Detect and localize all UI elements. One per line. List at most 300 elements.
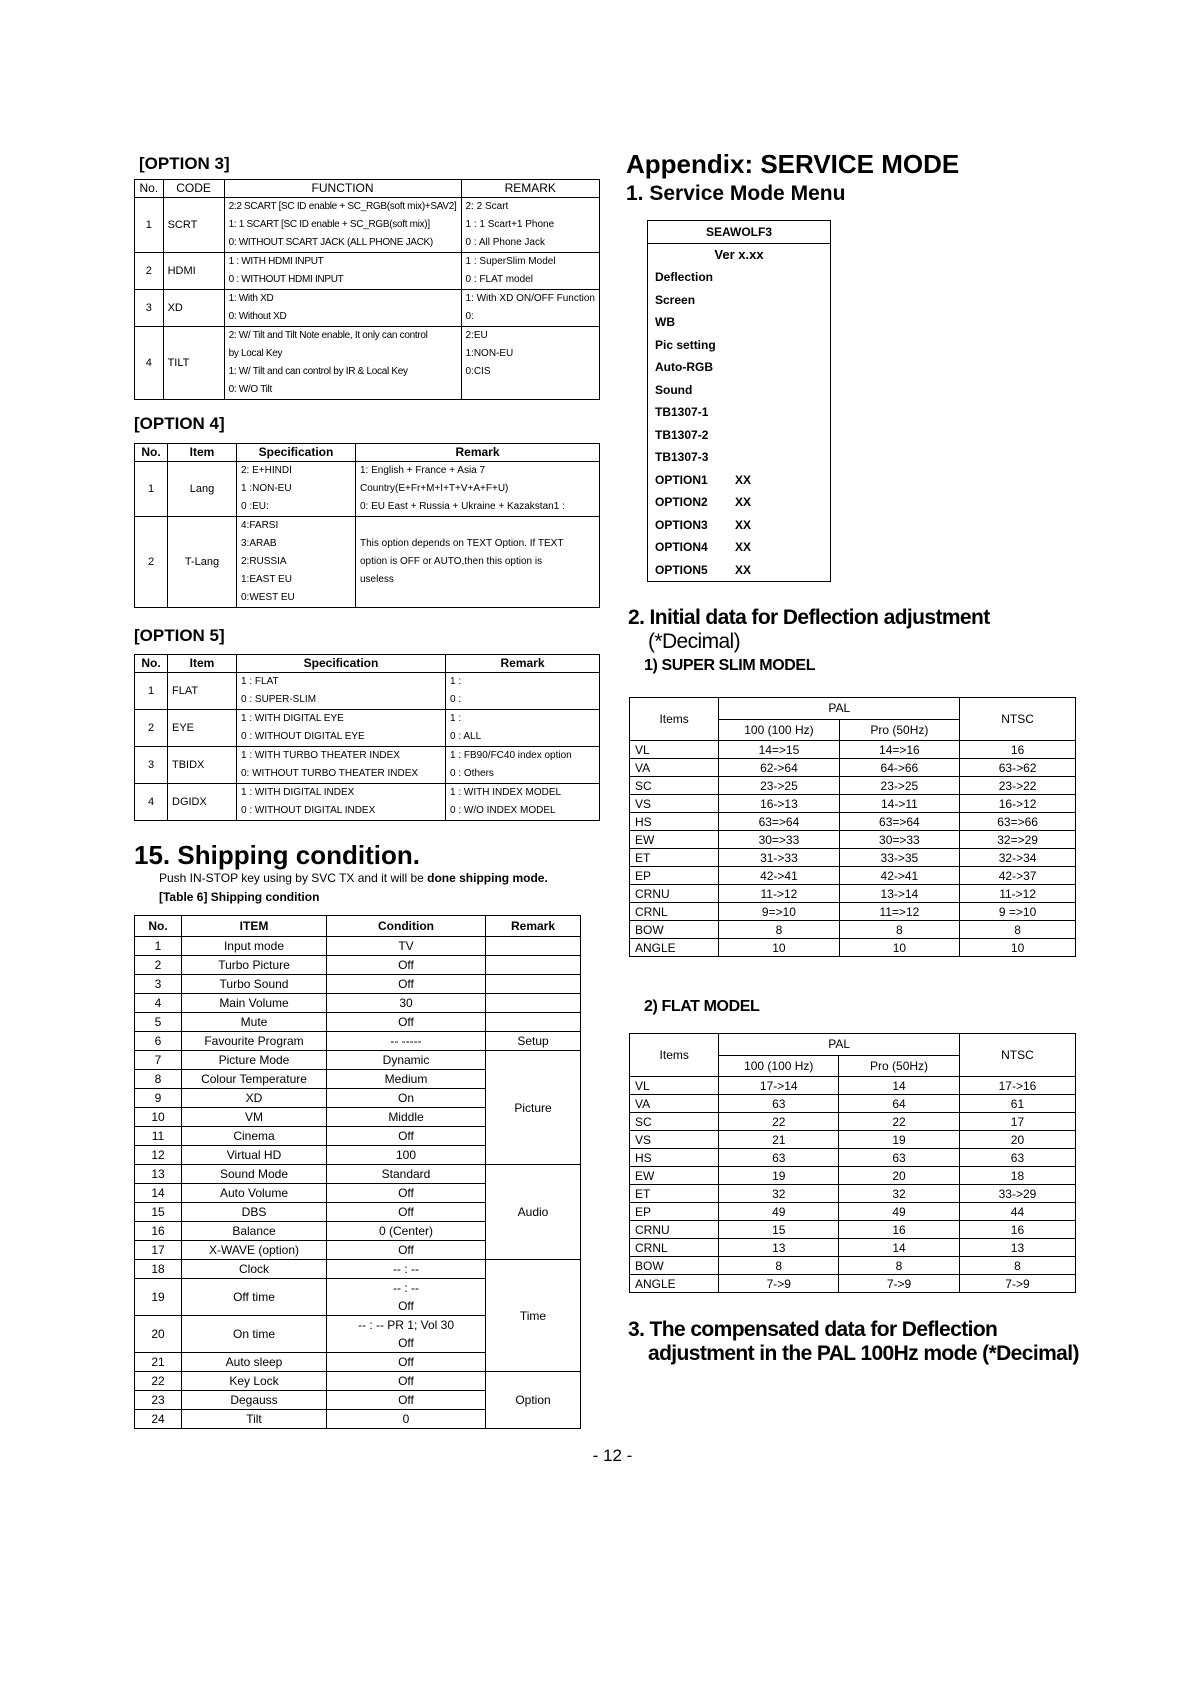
row-value: 63=>66 — [960, 813, 1076, 831]
row-value: 63->62 — [960, 759, 1076, 777]
table-row — [630, 1257, 1076, 1275]
row-item: VL — [630, 1077, 719, 1095]
row-value: 64->66 — [839, 759, 960, 777]
row-no: 2 — [135, 517, 168, 608]
row-condition — [327, 1410, 486, 1429]
row-item: VM — [182, 1108, 327, 1127]
row-value: 42->37 — [960, 867, 1076, 885]
row-value: 10 — [960, 939, 1076, 957]
condition-line: 100 — [395, 1148, 417, 1162]
row-spec — [237, 747, 446, 784]
menu-item — [648, 401, 830, 424]
table-row — [630, 1239, 1076, 1257]
row-value: 8 — [719, 921, 839, 939]
row-value: 23->22 — [960, 777, 1076, 795]
cell-line: 0:CIS — [465, 366, 491, 377]
row-no: 16 — [135, 1222, 182, 1241]
menu-item — [648, 379, 830, 402]
decimal-note: (*Decimal) — [648, 630, 741, 653]
row-condition — [327, 956, 486, 975]
menu-item-value: XX — [735, 517, 752, 532]
service-menu-heading: 1. Service Mode Menu — [626, 182, 846, 205]
row-item: Lang — [168, 462, 237, 517]
condition-line: Dynamic — [382, 1053, 430, 1067]
row-value: 17->14 — [719, 1077, 839, 1095]
compensated-heading-2: adjustment in the PAL 100Hz mode (*Decimal) — [648, 1342, 1079, 1365]
menu-item — [648, 491, 830, 514]
row-value: 16 — [959, 1221, 1075, 1239]
page-number: - 12 - — [592, 1446, 633, 1465]
menu-item-label: TB1307-2 — [655, 427, 709, 442]
col-header: Item — [168, 444, 237, 462]
cell-line: 0 : FLAT model — [465, 274, 533, 285]
row-value: 16 — [960, 741, 1076, 759]
col-header: Remark — [356, 444, 600, 462]
row-remark — [461, 290, 600, 327]
row-value: 11->12 — [719, 885, 839, 903]
row-item: VA — [630, 1095, 719, 1113]
row-value: 49 — [839, 1203, 960, 1221]
condition-line: -- : -- — [393, 1281, 419, 1295]
cell-line: 0 : WITHOUT HDMI INPUT — [228, 274, 344, 285]
row-item: Off time — [182, 1279, 327, 1316]
cell-line: 1 : WITH DIGITAL INDEX — [241, 787, 355, 798]
condition-line: Off — [398, 1015, 414, 1029]
table-row — [135, 462, 600, 517]
row-value: 19 — [719, 1167, 839, 1185]
row-no: 7 — [135, 1051, 182, 1070]
hz100-header: 100 (100 Hz) — [719, 719, 839, 741]
cell-line: 0 : WITHOUT DIGITAL EYE — [241, 731, 365, 742]
condition-line: 0 (Center) — [378, 1224, 434, 1238]
menu-item — [648, 514, 830, 537]
row-value: 15 — [719, 1221, 839, 1239]
cell-line: 0: — [465, 311, 474, 322]
appendix-title: Appendix: SERVICE MODE — [626, 149, 960, 179]
row-value: 30=>33 — [839, 831, 960, 849]
flat-title: 2) FLAT MODEL — [644, 998, 760, 1015]
row-no: 1 — [135, 198, 164, 253]
option5-title: [OPTION 5] — [134, 626, 225, 645]
remark-time: Time — [486, 1260, 581, 1372]
super-slim-title: 1) SUPER SLIM MODEL — [644, 657, 816, 674]
menu-item-label: Auto-RGB — [655, 360, 713, 374]
row-value: 13->14 — [839, 885, 960, 903]
row-item: VA — [630, 759, 719, 777]
row-item: Mute — [182, 1013, 327, 1032]
condition-line: Off — [398, 1374, 414, 1388]
row-item: Cinema — [182, 1127, 327, 1146]
condition-line: -- : -- — [393, 1262, 419, 1276]
row-condition — [327, 1203, 486, 1222]
row-no: 21 — [135, 1353, 182, 1372]
row-remark — [486, 975, 581, 994]
row-item: Auto Volume — [182, 1184, 327, 1203]
menu-item-label: OPTION2 — [655, 495, 708, 509]
col-header: Remark — [486, 916, 581, 937]
table-row — [135, 1372, 581, 1391]
cell-line: 1 : SuperSlim Model — [465, 256, 556, 267]
row-item: Main Volume — [182, 994, 327, 1013]
menu-item-label: OPTION1 — [655, 472, 708, 487]
row-value: 8 — [839, 1257, 960, 1275]
table-row — [630, 831, 1076, 849]
col-header: FUNCTION — [224, 180, 461, 198]
pro-header: Pro (50Hz) — [839, 719, 960, 741]
row-item: Input mode — [182, 937, 327, 956]
row-value: 11=>12 — [839, 903, 960, 921]
shipping-desc-bold: done shipping mode. — [427, 871, 548, 885]
row-item: Picture Mode — [182, 1051, 327, 1070]
menu-item-label: OPTION4 — [655, 540, 708, 554]
table-row — [135, 1032, 581, 1051]
col-header: CODE — [163, 180, 224, 198]
row-condition — [327, 1089, 486, 1108]
condition-line: -- : -- PR 1; Vol 30 — [357, 1318, 455, 1332]
row-value: 30=>33 — [719, 831, 839, 849]
row-value: 14->11 — [839, 795, 960, 813]
menu-item — [648, 424, 830, 447]
row-value: 8 — [960, 921, 1076, 939]
row-no: 14 — [135, 1184, 182, 1203]
remark-option: Option — [486, 1372, 581, 1429]
row-item: Turbo Picture — [182, 956, 327, 975]
cell-line: 2: E+HINDI — [241, 465, 292, 476]
row-no: 2 — [135, 956, 182, 975]
option3-title: [OPTION 3] — [139, 154, 230, 173]
table-row — [135, 253, 600, 290]
row-remark — [486, 994, 581, 1013]
table-row — [135, 1013, 581, 1032]
menu-item-label: WB — [655, 315, 675, 329]
row-item: T-Lang — [168, 517, 237, 608]
row-value: 33->35 — [839, 849, 960, 867]
table-row — [630, 741, 1076, 759]
row-item: X-WAVE (option) — [182, 1241, 327, 1260]
row-value: 10 — [719, 939, 839, 957]
row-no: 1 — [135, 462, 168, 517]
cell-line: 1: English + France + Asia 7 — [360, 465, 486, 476]
table-row — [630, 1077, 1076, 1095]
table-row — [135, 994, 581, 1013]
row-no: 23 — [135, 1391, 182, 1410]
row-value: 10 — [839, 939, 960, 957]
row-value: 23->25 — [719, 777, 839, 795]
row-item: EYE — [168, 710, 237, 747]
row-item: HS — [630, 1149, 719, 1167]
row-item: Key Lock — [182, 1372, 327, 1391]
cell-line: by Local Key — [228, 348, 283, 359]
row-value: 13 — [959, 1239, 1075, 1257]
row-value: 63=>64 — [839, 813, 960, 831]
row-no: 5 — [135, 1013, 182, 1032]
row-item: Tilt — [182, 1410, 327, 1429]
ntsc-header: NTSC — [960, 698, 1076, 741]
cell-line: 0 : ALL — [450, 731, 482, 742]
menu-item — [648, 289, 830, 312]
row-remark — [461, 253, 600, 290]
row-no: 4 — [135, 784, 168, 821]
row-condition — [327, 1279, 486, 1316]
row-value: 7->9 — [959, 1275, 1075, 1293]
row-no: 13 — [135, 1165, 182, 1184]
row-value: 8 — [719, 1257, 839, 1275]
row-item: Favourite Program — [182, 1032, 327, 1051]
row-spec — [237, 517, 356, 608]
row-no: 9 — [135, 1089, 182, 1108]
condition-line: Off — [398, 1393, 414, 1407]
table-row — [630, 939, 1076, 957]
col-header: Remark — [446, 655, 600, 673]
row-value: 63 — [719, 1149, 839, 1167]
row-no: 3 — [135, 290, 164, 327]
row-condition — [327, 1108, 486, 1127]
row-item: Auto sleep — [182, 1353, 327, 1372]
cell-line: 0: EU East + Russia + Ukraine + Kazakstan1 : — [360, 501, 565, 512]
row-no: 18 — [135, 1260, 182, 1279]
condition-line: Off — [398, 1205, 414, 1219]
condition-line: Off — [398, 1299, 414, 1313]
menu-item-value: XX — [735, 540, 752, 554]
col-header: ITEM — [182, 916, 327, 937]
row-spec — [237, 784, 446, 821]
row-condition — [327, 937, 486, 956]
row-remark — [356, 462, 600, 517]
row-item: CRNU — [630, 885, 719, 903]
cell-line: 0 : Others — [450, 768, 494, 779]
row-value: 61 — [959, 1095, 1075, 1113]
table-row — [135, 784, 600, 821]
pal-header: PAL — [719, 698, 960, 720]
table-row — [630, 1185, 1076, 1203]
row-value: 62->64 — [719, 759, 839, 777]
row-spec — [237, 710, 446, 747]
table-row — [135, 975, 581, 994]
row-condition — [327, 1222, 486, 1241]
condition-line: Off — [398, 958, 414, 972]
row-code: TILT — [163, 327, 224, 400]
option3-table — [134, 179, 600, 400]
row-condition — [327, 1353, 486, 1372]
table-row — [135, 710, 600, 747]
condition-line: Standard — [381, 1167, 431, 1181]
menu-item-value: XX — [735, 495, 752, 509]
row-no: 3 — [135, 747, 168, 784]
row-item: CRNU — [630, 1221, 719, 1239]
table-row — [630, 813, 1076, 831]
remark-audio: Audio — [486, 1165, 581, 1260]
service-mode-menu — [647, 220, 831, 582]
cell-line: option is OFF or AUTO,then this option is — [360, 556, 543, 567]
table-row — [135, 747, 600, 784]
row-value: 9=>10 — [719, 903, 839, 921]
row-value: 13 — [719, 1239, 839, 1257]
row-function — [224, 198, 461, 253]
shipping-title: 15. Shipping condition. — [134, 840, 420, 870]
option5-table — [134, 654, 600, 821]
row-value: 16->13 — [719, 795, 839, 813]
cell-line: 1 : 1 Scart+1 Phone — [465, 219, 555, 230]
row-no: 1 — [135, 937, 182, 956]
table-row — [630, 1131, 1076, 1149]
col-header: Specification — [237, 444, 356, 462]
row-value: 17 — [959, 1113, 1075, 1131]
row-value: 44 — [959, 1203, 1075, 1221]
row-no: 2 — [135, 253, 164, 290]
shipping-description — [159, 871, 548, 885]
row-value: 63 — [719, 1095, 839, 1113]
option4-title: [OPTION 4] — [134, 414, 225, 433]
row-value: 20 — [959, 1131, 1075, 1149]
table-row — [135, 290, 600, 327]
row-code: HDMI — [163, 253, 224, 290]
row-remark — [446, 747, 600, 784]
row-condition — [327, 1051, 486, 1070]
col-header: REMARK — [461, 180, 600, 198]
col-header: No. — [135, 444, 168, 462]
row-remark — [461, 198, 600, 253]
row-condition — [327, 1032, 486, 1051]
row-condition — [327, 1372, 486, 1391]
cell-line: 1: W/ Tilt and can control by IR & Local Key — [228, 366, 408, 377]
row-item: Virtual HD — [182, 1146, 327, 1165]
row-no: 19 — [135, 1279, 182, 1316]
menu-item — [648, 536, 830, 559]
menu-item — [648, 469, 830, 492]
condition-line: Off — [398, 1186, 414, 1200]
row-no: 10 — [135, 1108, 182, 1127]
row-remark — [486, 937, 581, 956]
condition-line: Off — [398, 977, 414, 991]
row-item: XD — [182, 1089, 327, 1108]
row-item: VL — [630, 741, 719, 759]
row-condition — [327, 1391, 486, 1410]
cell-line: 2: W/ Tilt and Tilt Note enable, It only can control — [228, 330, 428, 341]
cell-line: 1 : WITH INDEX MODEL — [450, 787, 562, 798]
row-value: 14=>16 — [839, 741, 960, 759]
col-header: No. — [135, 180, 164, 198]
condition-line: 0 — [402, 1412, 410, 1426]
row-value: 23->25 — [839, 777, 960, 795]
cell-line: This option depends on TEXT Option. If TEXT — [360, 538, 564, 549]
row-condition — [327, 994, 486, 1013]
row-spec — [237, 462, 356, 517]
cell-line: 0 : — [450, 694, 462, 705]
compensated-heading-1: 3. The compensated data for Deflection — [628, 1318, 998, 1341]
condition-line: TV — [398, 939, 414, 953]
row-function — [224, 290, 461, 327]
table-row — [135, 327, 600, 400]
condition-line: On — [397, 1091, 414, 1105]
row-value: 16->12 — [960, 795, 1076, 813]
row-remark — [446, 673, 600, 710]
menu-version: Ver x.xx — [714, 247, 764, 262]
pro-header: Pro (50Hz) — [839, 1055, 960, 1077]
row-item: VS — [630, 1131, 719, 1149]
condition-line: Medium — [384, 1072, 428, 1086]
cell-line: 4:FARSI — [241, 520, 279, 531]
table-row — [135, 673, 600, 710]
condition-line: Off — [398, 1355, 414, 1369]
table-row — [135, 1051, 581, 1070]
cell-line: 1 : — [450, 676, 462, 687]
table-row — [630, 1095, 1076, 1113]
row-value: 14 — [839, 1077, 960, 1095]
row-condition — [327, 1013, 486, 1032]
row-value: 63 — [839, 1149, 960, 1167]
row-value: 42->41 — [839, 867, 960, 885]
row-condition — [327, 1184, 486, 1203]
row-remark — [446, 710, 600, 747]
row-code: XD — [163, 290, 224, 327]
row-item: Degauss — [182, 1391, 327, 1410]
row-condition — [327, 1127, 486, 1146]
row-no: 12 — [135, 1146, 182, 1165]
row-item: ANGLE — [630, 1275, 719, 1293]
row-no: 24 — [135, 1410, 182, 1429]
row-value: 17->16 — [959, 1077, 1075, 1095]
cell-line: 0 :EU: — [241, 501, 269, 512]
col-header: No. — [135, 916, 182, 937]
row-condition — [327, 1260, 486, 1279]
menu-item-label: TB1307-3 — [655, 450, 709, 464]
cell-line: 1: 1 SCART [SC ID enable + SC_RGB(soft mix)] — [228, 219, 430, 230]
row-condition — [327, 1165, 486, 1184]
menu-item — [648, 311, 830, 334]
row-value: 22 — [719, 1113, 839, 1131]
initial-data-heading: 2. Initial data for Deflection adjustment — [628, 606, 990, 629]
row-no: 11 — [135, 1127, 182, 1146]
hz100-header: 100 (100 Hz) — [719, 1055, 839, 1077]
row-value: 21 — [719, 1131, 839, 1149]
row-no: 20 — [135, 1316, 182, 1353]
row-value: 31->33 — [719, 849, 839, 867]
row-value: 9 =>10 — [960, 903, 1076, 921]
row-condition — [327, 1070, 486, 1089]
row-no: 17 — [135, 1241, 182, 1260]
cell-line: 1 : — [450, 713, 462, 724]
menu-item — [648, 266, 830, 289]
row-item: Turbo Sound — [182, 975, 327, 994]
table-row — [630, 1221, 1076, 1239]
row-item: DBS — [182, 1203, 327, 1222]
menu-head: SEAWOLF3 — [648, 221, 830, 244]
cell-line: 0 : W/O INDEX MODEL — [450, 805, 556, 816]
cell-line: 1 : WITH DIGITAL EYE — [241, 713, 344, 724]
row-value: 42->41 — [719, 867, 839, 885]
table-row — [630, 795, 1076, 813]
row-item: ANGLE — [630, 939, 719, 957]
row-no: 8 — [135, 1070, 182, 1089]
row-item: Colour Temperature — [182, 1070, 327, 1089]
table6-caption: [Table 6] Shipping condition — [159, 890, 320, 904]
table-row — [630, 1203, 1076, 1221]
menu-item-value: XX — [735, 472, 752, 487]
table-row — [135, 956, 581, 975]
row-item: ET — [630, 1185, 719, 1203]
row-value: 20 — [839, 1167, 960, 1185]
row-item: EP — [630, 1203, 719, 1221]
row-no: 15 — [135, 1203, 182, 1222]
row-function — [224, 253, 461, 290]
table-row — [135, 1165, 581, 1184]
row-value: 14 — [839, 1239, 960, 1257]
condition-line: Off — [398, 1243, 414, 1257]
table-row — [630, 759, 1076, 777]
condition-line: 30 — [399, 996, 413, 1010]
row-condition — [327, 1316, 486, 1353]
table-row — [630, 777, 1076, 795]
